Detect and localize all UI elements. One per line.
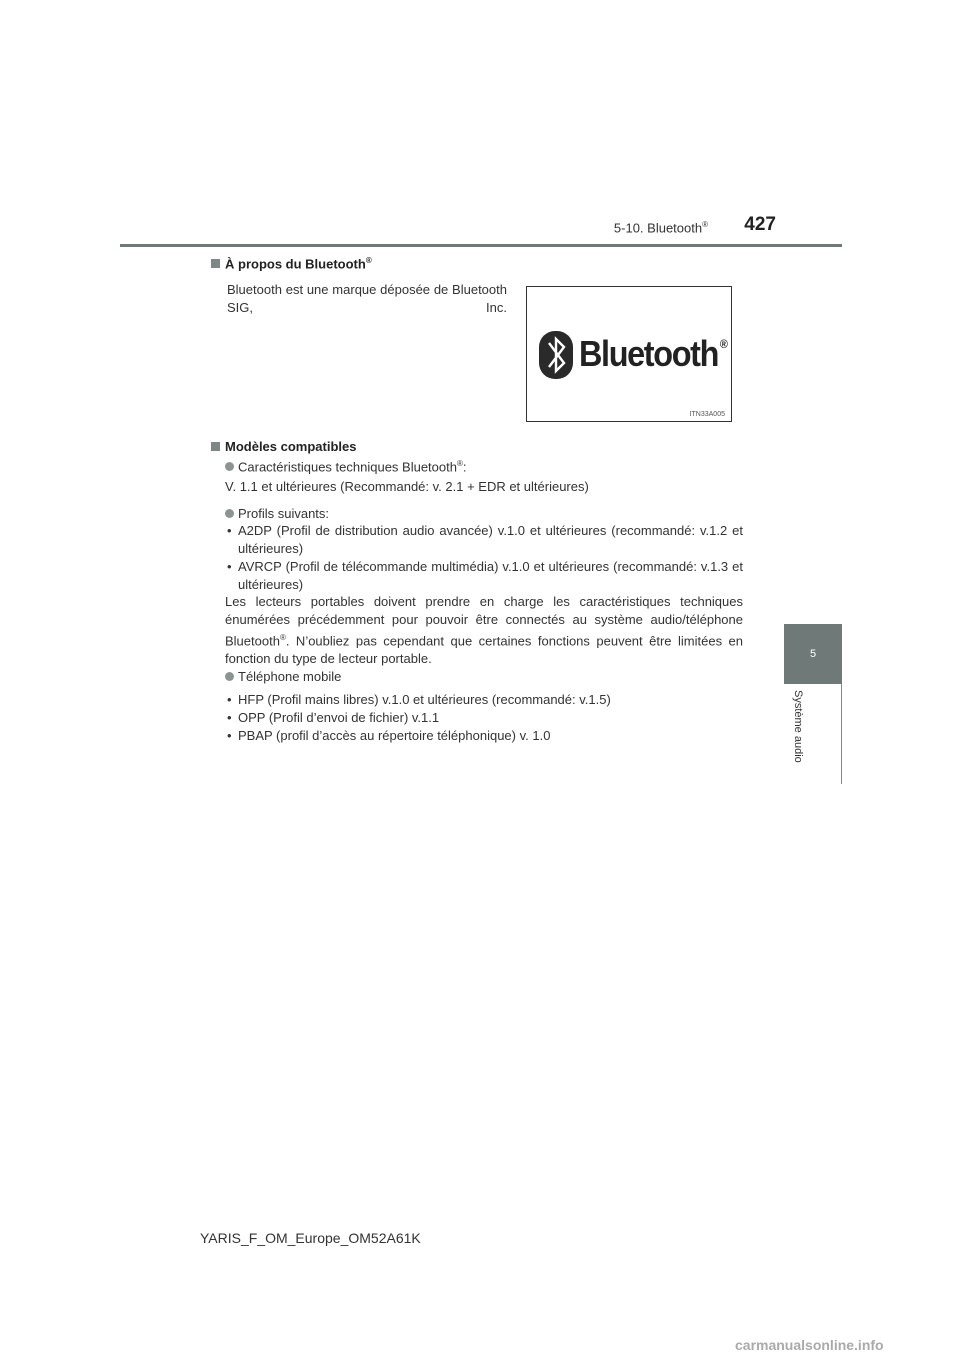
document-code: YARIS_F_OM_Europe_OM52A61K xyxy=(200,1230,421,1246)
circle-bullet-icon xyxy=(225,462,234,471)
phone-profile-item xyxy=(227,709,743,727)
image-code: ITN33A005 xyxy=(689,411,725,418)
circle-bullet-icon xyxy=(225,509,234,518)
dot-bullet: • xyxy=(227,692,232,707)
side-rule xyxy=(841,684,842,784)
profile-text: A2DP (Profil de distribution audio avancée) v.1.0 et ultérieures (recommandé: v.1.2 et ultérieures) xyxy=(238,523,743,556)
phone-profile-item xyxy=(227,727,743,745)
phone-profile-text: OPP (Profil d’envoi de fichier) v.1.1 xyxy=(238,710,440,725)
models-heading-text: Modèles compatibles xyxy=(225,439,357,454)
chapter-label: Système audio xyxy=(792,690,804,763)
about-heading-reg: ® xyxy=(365,256,372,265)
header-rule xyxy=(120,244,842,247)
profiles-bullet-text: Profils suivants: xyxy=(238,506,330,521)
note-part2: . N’oubliez pas cependant que certaines fonctions peuvent être limitées en fonction du type de lecteur portable. xyxy=(225,633,743,667)
about-heading-text: À propos du Bluetooth xyxy=(225,256,366,272)
logo-reg-mark: ® xyxy=(719,337,728,351)
spec-reg-mark: ® xyxy=(456,459,463,468)
spec-colon: : xyxy=(462,459,467,475)
logo-word: Bluetooth xyxy=(579,333,719,374)
header-section-title xyxy=(548,220,708,235)
watermark: carmanualsonline.info xyxy=(735,1337,884,1353)
profile-item xyxy=(227,558,743,594)
phone-bullet-text: Téléphone mobile xyxy=(238,669,342,684)
bluetooth-logo-figure xyxy=(526,286,732,422)
dot-bullet: • xyxy=(227,728,232,743)
phone-profile-text: PBAP (profil d’accès au répertoire téléphonique) v. 1.0 xyxy=(238,728,551,743)
bluetooth-logo-text xyxy=(579,333,728,375)
page-number: 427 xyxy=(744,214,776,235)
header-reg-mark: ® xyxy=(702,220,708,229)
header-section-text: 5-10. Bluetooth xyxy=(613,220,703,236)
models-heading xyxy=(211,439,356,454)
about-heading xyxy=(211,256,372,271)
square-bullet-icon xyxy=(211,259,220,268)
dot-bullet: • xyxy=(227,559,232,574)
about-text: Bluetooth est une marque déposée de Bluetooth SIG, Inc. xyxy=(227,282,507,315)
circle-bullet-icon xyxy=(225,672,234,681)
phone-profile-item xyxy=(227,691,743,709)
spec-bullet xyxy=(225,459,467,474)
profiles-bullet xyxy=(225,506,329,521)
profile-text: AVRCP (Profil de télécommande multimédia) v.1.0 et ultérieures (recommandé: v.1.3 et ultérieures) xyxy=(238,559,743,592)
chapter-tab: 5 xyxy=(784,624,842,684)
note-reg-mark: ® xyxy=(279,633,286,642)
compat-note xyxy=(225,593,743,668)
dot-bullet: • xyxy=(227,710,232,725)
dot-bullet: • xyxy=(227,523,232,538)
square-bullet-icon xyxy=(211,442,220,451)
phone-profile-text: HFP (Profil mains libres) v.1.0 et ultérieures (recommandé: v.1.5) xyxy=(238,692,611,707)
spec-bullet-text: Caractéristiques techniques Bluetooth xyxy=(238,459,457,475)
spec-line: V. 1.1 et ultérieures (Recommandé: v. 2.1 + EDR et ultérieures) xyxy=(225,479,589,494)
profile-item xyxy=(227,522,743,558)
phone-bullet xyxy=(225,669,341,684)
note-part1: Les lecteurs portables doivent prendre en charge les caractéristiques techniques énumérées précédemment pour pouvoir être connectés au système audio/téléphone Bluetooth xyxy=(225,594,743,649)
